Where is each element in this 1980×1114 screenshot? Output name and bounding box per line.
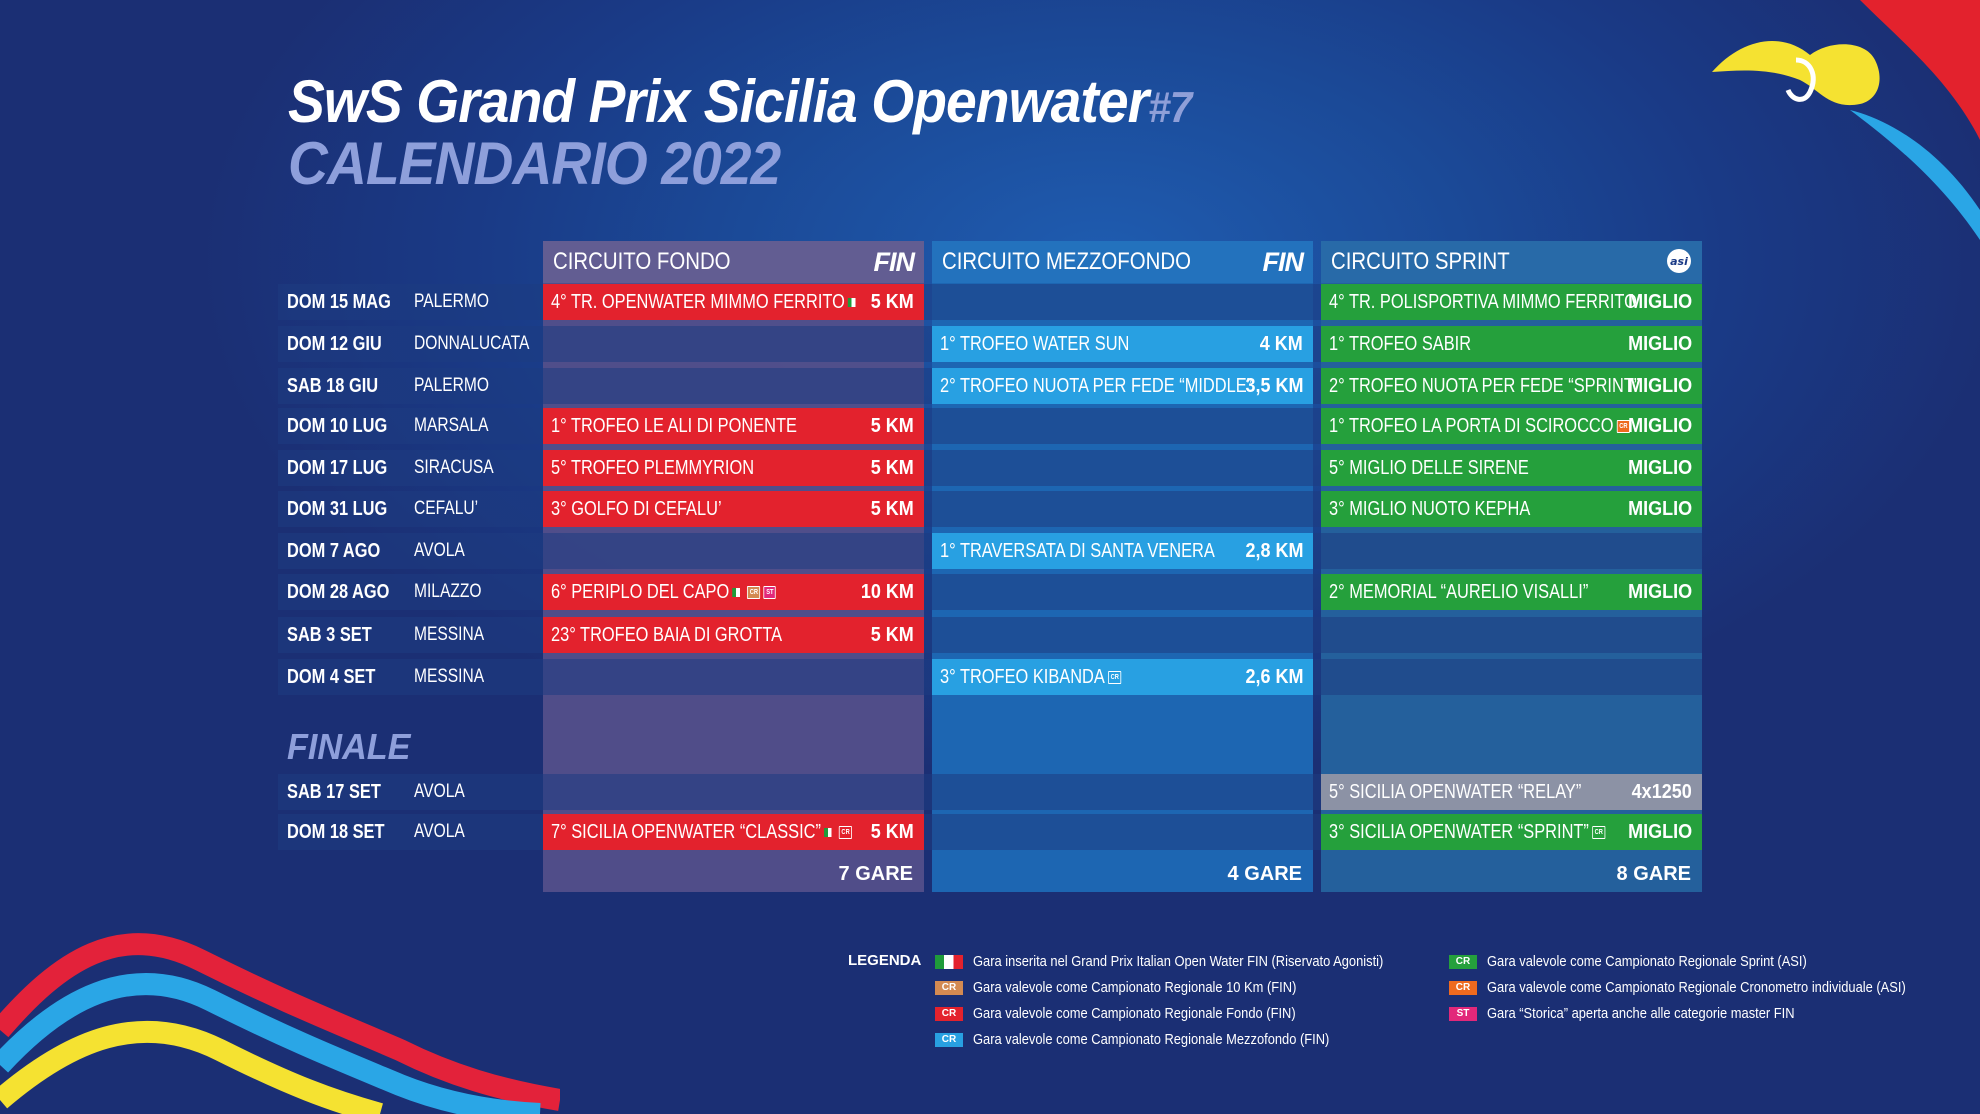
row-date: DOM 31 LUG [287,498,388,520]
row-place: MILAZZO [414,581,482,602]
event-cell-fondo [543,284,924,320]
legend-item [935,1030,1387,1050]
event-cell-sprint [1321,814,1702,850]
row-date: SAB 3 SET [287,624,372,646]
event-distance: MIGLIO [1628,821,1692,843]
event-name: 1° TROFEO LE ALI DI PONENTE [551,415,797,437]
row-place: PALERMO [414,291,490,312]
fin-logo: FIN [1262,247,1303,277]
cr-tan-badge: CR [747,586,760,599]
legend-item [1449,1004,1845,1024]
cr-blue-badge: CR [1108,671,1121,684]
event-distance: 2,8 KM [1244,540,1303,562]
legend-text: Gara inserita nel Grand Prix Italian Open Water FIN (Riservato Agonisti) [973,953,1384,970]
legend-text: Gara valevole come Campionato Regionale 10 Km (FIN) [973,979,1297,996]
column-header-label: CIRCUITO FONDO [553,248,731,275]
row-date: SAB 18 GIU [287,375,379,397]
event-cell-fondo [543,617,924,653]
asi-logo [1666,245,1692,277]
event-name: 6° PERIPLO DEL CAPO CR ST [551,574,776,610]
event-name: 5° TROFEO PLEMMYRION [551,457,755,479]
event-name: 3° SICILIA OPENWATER “SPRINT” CR [1329,814,1605,850]
event-cell-fondo [543,574,924,610]
event-cell-mezzo [932,368,1313,404]
event-name: 2° MEMORIAL “AURELIO VISALLI” [1329,581,1589,603]
event-cell-sprint [1321,284,1702,320]
title-edition: #7 [1148,83,1192,132]
row-place: CEFALU’ [414,498,479,519]
event-name: 23° TROFEO BAIA DI GROTTA [551,624,783,646]
event-name: 5° MIGLIO DELLE SIRENE [1329,457,1529,479]
row-place: AVOLA [414,540,465,561]
row-date: DOM 15 MAG [287,291,391,313]
italy-flag-icon [848,298,859,307]
event-distance: MIGLIO [1628,498,1692,520]
fin-logo: FIN [873,247,914,277]
event-cell-mezzo [932,533,1313,569]
event-distance: 10 KM [860,581,914,603]
svg-text:asi: asi [1670,255,1688,268]
legend-text: Gara valevole come Campionato Regionale Mezzofondo (FIN) [973,1031,1330,1048]
event-distance: 5 KM [870,457,914,479]
event-distance: 3,5 KM [1244,375,1303,397]
cr-red-badge: CR [839,826,852,839]
event-name: 1° TROFEO LA PORTA DI SCIROCCO CR [1329,408,1630,444]
wave-decoration-top-right [1700,0,1980,240]
event-cell-sprint [1321,774,1702,810]
event-cell-sprint [1321,574,1702,610]
row-date: DOM 10 LUG [287,415,388,437]
event-distance: 5 KM [870,498,914,520]
italy-flag-icon [935,955,963,969]
column-header-label: CIRCUITO MEZZOFONDO [942,248,1191,275]
legend-item [935,1004,1348,1024]
row-date: DOM 4 SET [287,666,376,688]
row-place: AVOLA [414,821,465,842]
column-header-fondo [543,241,924,283]
wave-decoration-bottom [0,900,560,1114]
event-name: 1° TROFEO SABIR [1329,333,1472,355]
event-name: 2° TROFEO NUOTA PER FEDE “MIDDLE” [940,375,1253,397]
column-header-label: CIRCUITO SPRINT [1331,248,1510,275]
row-date: DOM 28 AGO [287,581,390,603]
event-cell-mezzo [932,326,1313,362]
event-cell-sprint [1321,491,1702,527]
legend-text: Gara valevole come Campionato Regionale Fondo (FIN) [973,1005,1296,1022]
cr-orange-badge: CR [1617,420,1630,433]
event-cell-sprint [1321,368,1702,404]
legend-item [935,952,1450,972]
event-name: 1° TROFEO WATER SUN [940,333,1130,355]
row-place: AVOLA [414,781,465,802]
page-subtitle: CALENDARIO 2022 [288,130,781,197]
event-distance: 5 KM [870,624,914,646]
legend-title: LEGENDA [848,952,922,969]
title-main: SwS Grand Prix Sicilia Openwater [288,68,1149,135]
event-distance: 4 KM [1259,333,1303,355]
row-place: DONNALUCATA [414,333,530,354]
event-name: 3° MIGLIO NUOTO KEPHA [1329,498,1531,520]
row-date: DOM 12 GIU [287,333,382,355]
event-distance: 4x1250 [1631,781,1692,803]
legend-swatch: CR [1449,981,1477,995]
legend-item [1449,952,1859,972]
event-distance: MIGLIO [1628,375,1692,397]
legend-swatch: CR [1449,955,1477,969]
event-name: 3° GOLFO DI CEFALU’ [551,498,722,520]
row-date: SAB 17 SET [287,781,381,803]
row-place: MESSINA [414,666,485,687]
column-header-mezzofondo [932,241,1313,283]
event-name: 5° SICILIA OPENWATER “RELAY” [1329,781,1582,803]
total-mezzofondo: 4 GARE [1227,863,1302,885]
legend-item [1449,978,1974,998]
legend-swatch: ST [1449,1007,1477,1021]
legend-swatch: CR [935,981,963,995]
event-distance: MIGLIO [1628,291,1692,313]
event-cell-sprint [1321,326,1702,362]
event-distance: 5 KM [870,291,914,313]
legend-text: Gara valevole come Campionato Regionale Sprint (ASI) [1487,953,1807,970]
event-cell-fondo [543,408,924,444]
row-place: SIRACUSA [414,457,494,478]
legend-text: Gara valevole come Campionato Regionale Cronometro individuale (ASI) [1487,979,1906,996]
row-date: DOM 18 SET [287,821,385,843]
event-name: 3° TROFEO KIBANDA CR [940,659,1121,695]
event-distance: MIGLIO [1628,581,1692,603]
event-name: 7° SICILIA OPENWATER “CLASSIC” CR [551,814,852,850]
event-name: 2° TROFEO NUOTA PER FEDE “SPRINT” [1329,375,1640,397]
event-name: 4° TR. OPENWATER MIMMO FERRITO [551,284,860,320]
event-name: 1° TRAVERSATA DI SANTA VENERA [940,540,1215,562]
row-place: MESSINA [414,624,485,645]
column-header-sprint [1321,241,1702,283]
total-fondo: 7 GARE [838,863,913,885]
event-cell-fondo [543,450,924,486]
event-distance: 5 KM [870,821,914,843]
legend-item [935,978,1349,998]
event-distance: MIGLIO [1628,333,1692,355]
italy-flag-icon [824,828,835,837]
event-cell-sprint [1321,450,1702,486]
event-distance: 5 KM [870,415,914,437]
row-date: DOM 7 AGO [287,540,381,562]
page-title [288,66,1270,138]
event-cell-fondo [543,491,924,527]
legend-swatch: CR [935,1033,963,1047]
total-sprint: 8 GARE [1616,863,1691,885]
st-badge: ST [764,586,776,599]
event-name: 4° TR. POLISPORTIVA MIMMO FERRITO [1329,291,1637,313]
event-cell-fondo [543,814,924,850]
row-place: MARSALA [414,415,489,436]
finale-heading: FINALE [287,726,411,767]
row-date: DOM 17 LUG [287,457,388,479]
event-distance: MIGLIO [1628,457,1692,479]
cr-green-badge: CR [1592,826,1605,839]
event-distance: MIGLIO [1628,415,1692,437]
row-place: PALERMO [414,375,490,396]
legend-text: Gara “Storica” aperta anche alle categorie master FIN [1487,1005,1795,1022]
event-distance: 2,6 KM [1244,666,1303,688]
event-cell-sprint [1321,408,1702,444]
event-cell-mezzo [932,659,1313,695]
italy-flag-icon [733,588,744,597]
legend-swatch: CR [935,1007,963,1021]
